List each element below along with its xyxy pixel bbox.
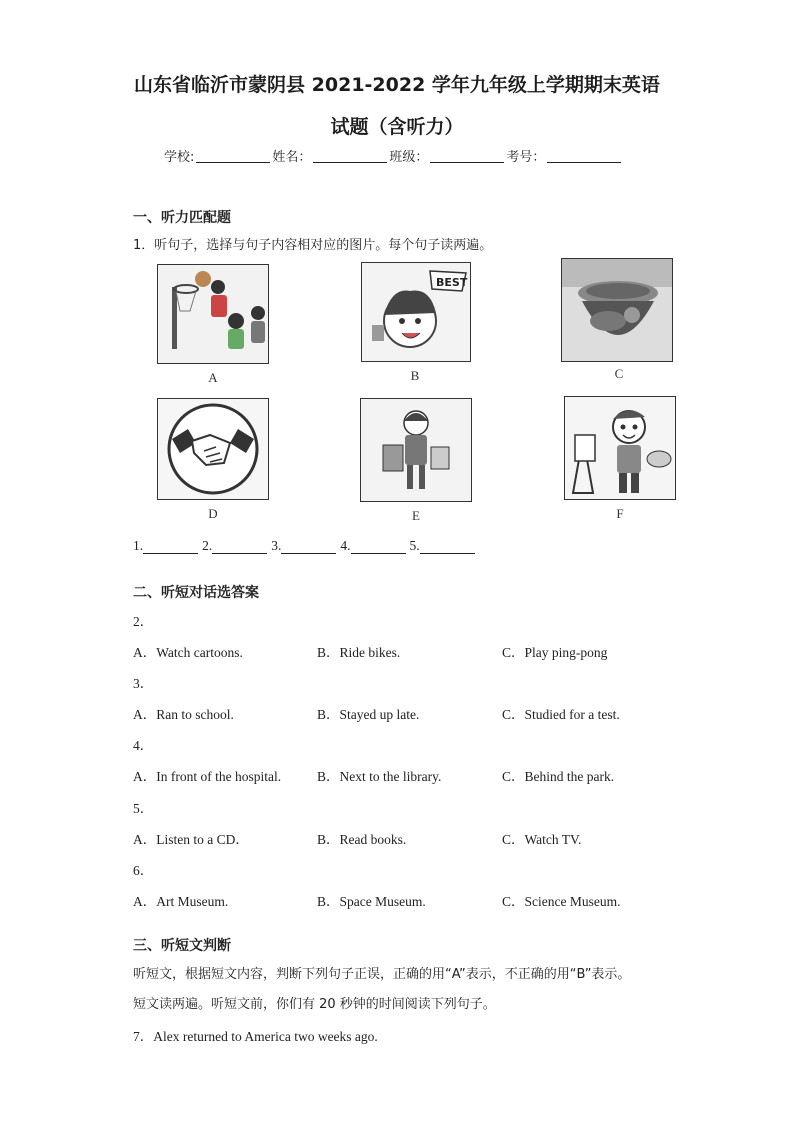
picture-f-label: F bbox=[616, 506, 624, 521]
question-3-option-a[interactable]: A．Ran to school. bbox=[133, 707, 234, 722]
section2-heading: 二、听短对话选答案 bbox=[133, 585, 259, 601]
question-4-option-a[interactable]: A．In front of the hospital. bbox=[133, 769, 282, 784]
student-info-row bbox=[164, 146, 623, 165]
question-4-number: 4． bbox=[133, 738, 154, 753]
question-6-number: 6． bbox=[133, 863, 154, 878]
answer-2-blank[interactable] bbox=[212, 540, 267, 554]
exam-number-label: 考号： bbox=[506, 150, 546, 165]
best-text: BEST bbox=[436, 276, 468, 289]
question-6-option-a[interactable]: A．Art Museum. bbox=[133, 894, 229, 909]
exam-number-blank[interactable] bbox=[547, 148, 621, 163]
class-label: 班级： bbox=[389, 150, 429, 165]
question-7-statement: 7．Alex returned to America two weeks ago. bbox=[133, 1029, 378, 1044]
answer-1-number: 1. bbox=[133, 538, 144, 553]
picture-d-label: D bbox=[208, 506, 218, 521]
page-title-line1: 山东省临沂市蒙阴县 2021-2022 学年九年级上学期期末英语 bbox=[134, 74, 660, 96]
answer-3-number: 3. bbox=[271, 538, 282, 553]
picture-f bbox=[564, 396, 676, 500]
question-2-option-b[interactable]: B．Ride bikes. bbox=[317, 645, 401, 660]
name-label: 姓名： bbox=[272, 150, 312, 165]
answer-blanks-row bbox=[133, 538, 479, 554]
name-blank[interactable] bbox=[313, 148, 387, 163]
picture-c-label: C bbox=[614, 366, 624, 381]
painter-boy-icon bbox=[565, 397, 675, 499]
picture-a-label: A bbox=[208, 370, 218, 385]
question-3-number: 3． bbox=[133, 676, 154, 691]
picture-a bbox=[157, 264, 269, 364]
basketball-icon bbox=[158, 265, 268, 363]
bowl-icon bbox=[562, 259, 672, 361]
picture-e bbox=[360, 398, 472, 502]
shopping-girl-icon bbox=[361, 399, 471, 501]
picture-e-label: E bbox=[412, 508, 420, 523]
best-girl-icon bbox=[362, 263, 470, 361]
answer-5-blank[interactable] bbox=[420, 540, 475, 554]
question-2-option-c[interactable]: C．Play ping-pong bbox=[502, 645, 608, 660]
answer-1-blank[interactable] bbox=[143, 540, 198, 554]
question-2-option-a[interactable]: A．Watch cartoons. bbox=[133, 645, 243, 660]
question-2-number: 2． bbox=[133, 614, 154, 629]
question-3-option-b[interactable]: B．Stayed up late. bbox=[317, 707, 420, 722]
section3-instruction-line1: 听短文，根据短文内容，判断下列句子正误，正确的用“A”表示，不正确的用“B”表示。 bbox=[133, 967, 631, 982]
section1-instruction: 1．听句子，选择与句子内容相对应的图片。每个句子读两遍。 bbox=[133, 238, 493, 253]
picture-c bbox=[561, 258, 673, 362]
picture-d bbox=[157, 398, 269, 500]
picture-b-label: B bbox=[410, 368, 420, 383]
answer-2-number: 2. bbox=[202, 538, 213, 553]
answer-4-number: 4. bbox=[340, 538, 351, 553]
question-5-option-a[interactable]: A．Listen to a CD． bbox=[133, 832, 249, 847]
section1-heading: 一、听力匹配题 bbox=[133, 210, 231, 226]
question-5-option-b[interactable]: B．Read books. bbox=[317, 832, 407, 847]
answer-5-number: 5. bbox=[409, 538, 420, 553]
question-6-option-b[interactable]: B．Space Museum. bbox=[317, 894, 426, 909]
handshake-icon bbox=[158, 399, 268, 499]
question-5-number: 5． bbox=[133, 801, 154, 816]
question-5-option-c[interactable]: C．Watch TV. bbox=[502, 832, 582, 847]
picture-b bbox=[361, 262, 471, 362]
answer-4-blank[interactable] bbox=[351, 540, 406, 554]
question-4-option-b[interactable]: B．Next to the library. bbox=[317, 769, 442, 784]
question-6-option-c[interactable]: C．Science Museum. bbox=[502, 894, 621, 909]
question-3-option-c[interactable]: C．Studied for a test. bbox=[502, 707, 620, 722]
section3-instruction-line2: 短文读两遍。听短文前，你们有 20 秒钟的时间阅读下列句子。 bbox=[133, 997, 496, 1012]
page-title-line2: 试题（含听力） bbox=[330, 116, 464, 138]
class-blank[interactable] bbox=[430, 148, 504, 163]
section3-heading: 三、听短文判断 bbox=[133, 938, 231, 954]
question-4-option-c[interactable]: C．Behind the park. bbox=[502, 769, 615, 784]
school-blank[interactable] bbox=[196, 148, 270, 163]
school-label: 学校: bbox=[164, 150, 195, 165]
answer-3-blank[interactable] bbox=[281, 540, 336, 554]
